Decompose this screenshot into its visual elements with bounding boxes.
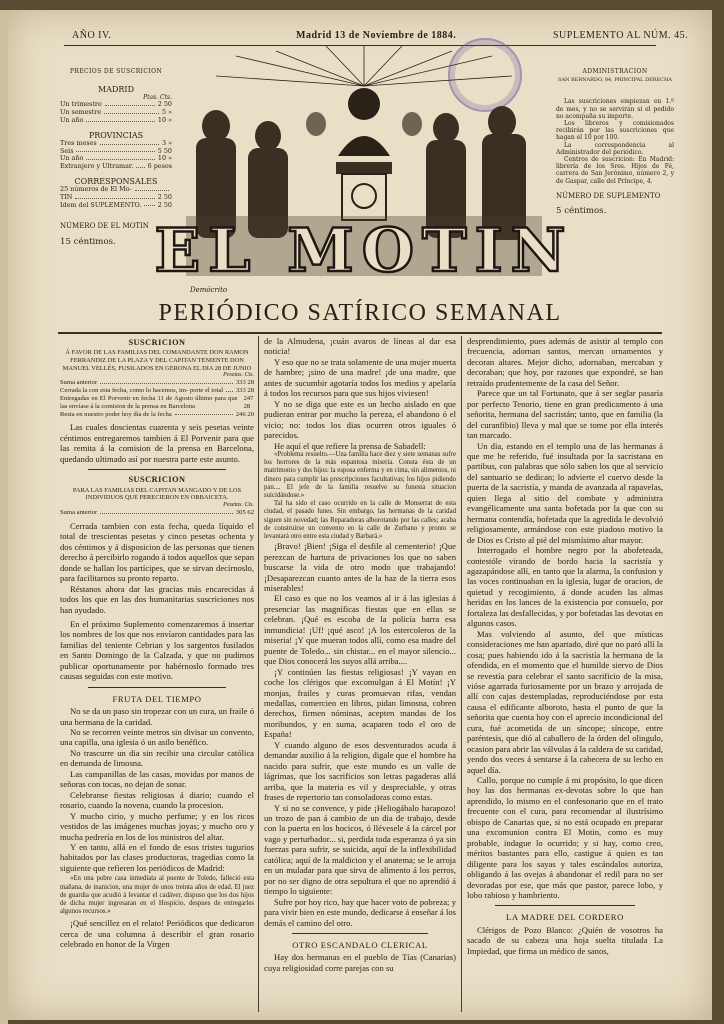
separator: [88, 687, 226, 688]
paragraph: En el próximo Suplemento comenzaremos á insertar los nombres de los que nos envíaron cantidades para las familias del teniente Cebrian y los sargentos fusilados en Santo Domingo de la Calzada, y que no pudimos publicar oportunamente por habérnoslo formado tres causas seguidas con este motivo.: [60, 618, 254, 682]
price-row-label: Extranjero y Ultramar.: [60, 162, 134, 171]
price-row-value: 2 50: [157, 192, 172, 201]
price-row-label: Resta en nuestro poder hoy día de la fecha: [60, 410, 172, 418]
price-row: [60, 186, 172, 194]
price-row-label: TIN: [60, 192, 73, 201]
price-row-label: Un año: [60, 116, 84, 124]
admin-box-right: [556, 68, 674, 216]
price-row: [60, 395, 254, 411]
price-row-value: 5 50: [157, 146, 172, 155]
price-row: [60, 411, 254, 419]
escandalo-heading: OTRO ESCANDALO CLERICAL: [292, 939, 428, 950]
price-row: [60, 379, 254, 387]
provincias-heading: PROVINCIAS: [88, 130, 144, 140]
price-row-value: 2 50: [157, 200, 172, 209]
paragraph: Sufre por hoy rico, hay que hacer voto de pobreza; y para vivir bien en este mundo, dedicarse á enseñar á los demás el camino del otro.: [264, 896, 456, 928]
price-cols: Ptas. Cts.: [143, 94, 172, 102]
price-row-label: Un semestre: [60, 108, 102, 117]
price-row-value: 5 »: [161, 108, 172, 117]
issue-price-right: 5 céntimos.: [556, 206, 607, 217]
paragraph: Y mucho cirio, y mucho perfume; y en los ricos vestidos de las imágenes muchas joyas; y mucho oro y mucha pedrería en los de los ministros del altar.: [60, 810, 254, 842]
quote: «En una pobre casa inmediata al puente de Toledo, falleció esta mañana, de inanicion, una mujer de unos treinta años de edad. El juez de guardia que acudió á levantar el cadáver, dispuso que los dos hijos de dicha mujer ingresaran en el Hospicio, despues de entregarles algunos recursos.»: [60, 875, 254, 916]
paragraph: Y si no se convence, y pide ¡Heliogábalo harapozo! un trozo de pan á cambio de un dia de trabajo, desde con la puerta en los hocicos, ó llévesele á la cárcel por vago y perturbador... si, perdida toda esperanza ó ya sin fuerzas para sufrir, se suicida, aquí de la inflexibilidad católica; aquí de la maldicion y el anatema; se le arroja en un muladar para que sirva de alimento á los perros, por no ser digno de otra sepultura el que no aprendió á tiempo lo siguiente:: [264, 802, 456, 897]
price-row-label: Entregadas en El Porvenir en fecha 11 de Agosto último para que las envíase á la comision de la prensa en Barcelona: [60, 395, 238, 410]
paragraph: ¡Qué sencillez en el relato! Periódicos que dedicaron cerca de una columna á describir el gran rosario celebrado en honor de la Virgen: [60, 918, 254, 950]
masthead-date: Madrid 13 de Noviembre de 1884.: [296, 30, 457, 41]
price-row-label: 25 números de El Mo-: [60, 184, 132, 193]
column-3: [467, 336, 663, 956]
admin-address: SAN BERNARDO, 84, PRINCIPAL DERECHA: [558, 77, 672, 84]
paragraph: Hay dos hermanas en el pueblo de Tías (Canarias) cuya religiosidad corre parejas con su: [264, 952, 456, 973]
paragraph: Y eso que no se trata solamente de una mujer muerta de hambre; ¡sino de una madre! ¡de una madre, que antes de sucumbir agotaría todos los medios y apelaría á todos los recursos para que sus hijos viviesen!: [264, 356, 456, 399]
suscricion-subtitle-2: PARA LAS FAMILIAS DEL CAPITAN MANGADO Y DE LOS INDIVIDUOS QUE PERECIERON EN ORBAICETA.: [72, 486, 242, 502]
title-rule: [58, 332, 662, 334]
paragraph: El caso es que no los veamos al ir á las iglesias á presenciar las magníficas fiestas que en ellas se celebran. ¡Qué es escoba de la policía barra esa inmundicia! ¡Uf! ¡qué asco! ¡A los estercoleros de la miseria! ¡Y que mueran todos allí, como esa madre del puente de Toledo... sin chistar... en el mayor silencio... que Dios conocerá los suyos allá arriba....: [264, 593, 456, 667]
price-row-value: 10 »: [157, 116, 172, 124]
price-row-value: 247 28: [243, 395, 254, 410]
subscription-cols-2: Pesetas. Cts.: [223, 501, 254, 508]
paragraph: No se da un paso sin tropezar con un cura, un fraile ó una hermana de la caridad.: [60, 706, 254, 727]
paragraph: Clérigos de Pozo Blanco: ¿Quién de vosotros ha sacado de su cabeza una hoja suelta titulada La Impiedad, que firma un médico de sanos,: [467, 924, 663, 956]
price-row: [60, 387, 254, 395]
separator: [88, 469, 226, 470]
separator: [292, 933, 428, 934]
price-heading: PRECIOS DE SUSCRICION: [69, 68, 163, 75]
price-row-value: 6 pesos: [147, 162, 172, 171]
logo-text: EL MOTIN: [154, 216, 574, 286]
paragraph: Un dia, estando en el templo una de las hermanas á que me he referido, fué insultada por la sacristana en partibus, con palabras que sólo saben los que al servicio del santuario se dedican; lo advierte el cuervo desde la puerta de la sacristía, y manda de avanzada al rapavelas, quien llega al sitio del combate y administra evangélicamente una santa bofetada por la que con su hermana contendía, bofetada que la agredida le devolvió religiosamente, armándose con este piadoso motivo la de Dios es Cristo al pié del mismísimo altar mayor.: [467, 440, 663, 545]
admin-note: La correspondencia al Administrador del periódico.: [556, 141, 674, 156]
separator: [495, 905, 635, 906]
price-row-label: Cerrada la con esta fecha, como lo hacemos, im- porte el total: [60, 387, 224, 395]
price-row-value: 305 62: [235, 509, 254, 517]
paragraph: No se recorren veinte metros sin divisar un convento, una capilla, una iglesia ó un asilo benéfico.: [60, 727, 254, 748]
madrid-heading: MADRID: [98, 85, 134, 95]
price-row: [60, 117, 172, 125]
price-row-value: 246 20: [235, 410, 254, 418]
masthead-year: AÑO IV.: [72, 30, 112, 41]
price-row-label: Un año: [60, 154, 84, 163]
paragraph: de la Almudena, ¡cuán avaros de líneas al dar esa noticia!: [264, 336, 456, 357]
price-row-value: 333 28: [235, 379, 254, 387]
suscricion-heading-1: SUSCRICION: [128, 338, 186, 347]
price-row-label: Suma anterior: [60, 379, 98, 387]
price-row: [60, 163, 172, 171]
suscricion-heading-2: SUSCRICION: [128, 475, 186, 485]
price-row: [60, 509, 254, 517]
fruta-heading: FRUTA DEL TIEMPO: [112, 693, 202, 704]
price-row-label: Tres meses: [60, 138, 97, 147]
paragraph: Parece que un tal Fortunato, que á ser seglar pasaría por perfecto Tenorio, tiene en gran predicamento á una señorita, hermana del sacristán; tanto, que en familia (la del curanfibio) lleva y mal que se tome por ella interés tan marcado.: [467, 388, 663, 441]
column-2: [264, 336, 456, 973]
paragraph: No trascurre un dia sin recibir una circular católica en demanda de limosna.: [60, 747, 254, 769]
masthead-issue: SUPLEMENTO AL NÚM. 45.: [553, 30, 689, 41]
corresponsales-heading: CORRESPONSALES: [74, 176, 158, 186]
issue-price-left: 15 céntimos.: [60, 236, 116, 247]
paragraph: Y en tanto, allá en el fondo de esos tristes tugurios habitados por las clases productoras, tragedias como la siguiente que refieren los periódicos de Madrid:: [60, 842, 254, 873]
paragraph: ¡Bravo! ¡Bien! ¡Siga el desfile al cementerio! ¡Que perezcan de hartura de privaciones los que no saben buscarse la vida de otro modo que trabajando! ¡Desaparezcan cuanto antes de la haz de la tierra esos miserables!: [264, 541, 456, 594]
masthead-rule: [64, 45, 656, 46]
price-row-label: Idem del SUPLEMENTO.: [60, 200, 142, 209]
price-row-value: 3 »: [161, 138, 172, 147]
paragraph: Réstanos ahora dar las gracias más encarecidas á todos los que en las dos humanitarias suscriciones nos han ayudado.: [60, 583, 254, 615]
page-edge: [0, 10, 8, 1024]
newspaper-page: [8, 10, 712, 1020]
price-row-value: 2 50: [157, 100, 172, 109]
paragraph: Cerrada tambien con esta fecha, queda líquido el total de trescientas pesetas y cinco pesetas ochenta y dos céntimos y á disposicion de las personas que tienen derecho á percibirlo rogando á todos aquellos que sepan donde se hallan los partícipes, que se sirvan decírnoslo, para facilitarnos su pronto reparto.: [60, 520, 254, 584]
admin-note: Los libreros y comisionados recibirán por las suscriciones que hagan el 10 por 100.: [556, 120, 674, 142]
paragraph: Y no se diga que este es un hecho aislado en que pudieran entrar por mucho la pereza, el abandono ó el vicio; no: todos los dias ocurren otros iguales ó parecidos.: [264, 398, 456, 441]
subscription-cols-1: Pesetas. Cts.: [223, 372, 254, 379]
page-title: PERIÓDICO SATÍRICO SEMANAL: [158, 300, 562, 326]
issue-label-right: NÚMERO DE SUPLEMENTO: [556, 191, 661, 200]
paragraph: He aquí el que refiere la prensa de Sabadell:: [274, 440, 426, 451]
price-row: [60, 140, 172, 148]
issue-label-left: NÚMERO DE EL MOTIN: [60, 222, 149, 231]
paragraph: Celebranse fiestas religiosas á diario; cuando el rosario, cuando la novena, cuando la procesion.: [60, 789, 254, 811]
paragraph: Callo, porque no cumple á mi propósito, lo que dicen hoy las dos hermanas ex-devotas sobre lo que han aprendido, lo mismo en el confesonario que en el trato frecuente con el cura, para recomendar al ilustrísimo obispo de Canarias que, si no está ocupado en preparar una excomunion contra El Motin, como es muy probable, indague lo ocurrido; y si hay, como creo, méritos bastantes para ello, castigue á quien es tan diligente para los sayas y tales escándalos autoriza, obligando á las ovejas á abandonar el redil para no ser devoradas por ese, que más que pastor, parece lobo, y lobo rabioso y hambriento.: [467, 775, 663, 901]
paragraph: Las cuales doscientas cuarenta y seis pesetas veinte céntimos entregaremos tambien á El Porvenir para que las remita á la comision de la prensa en Barcelona, quedando ultimado así por nuestra parte este asunto.: [60, 422, 254, 464]
price-row-label: Suma anterior: [60, 509, 98, 517]
price-row-label: Un trimestre: [60, 100, 102, 109]
column-divider-2: [461, 336, 462, 1012]
price-row-value: 10 »: [157, 154, 172, 163]
paragraph: Mas volviendo al asunto, del que místicas consideraciones me han apartado, diré que no paró allí la cosa; pues habiendo ido á la sacristía la hermana de la ofendida, en el momento que el humilde siervo de Dios se revestía para celebrar el santo sacrificio de la misa, vióse agarrada furiosamente por un brazo y arrojada de allí con cajas destempladas, reproduciéndose por esta causa el edificante alboroto, hasta el punto de que la señorita que cuenta hoy con el aprecio incondicional del cura, fué acometida de un síncope; síncope, entre paréntesis, que dió al caballero de la órden del olingulo, ocasion para abrir las válvulas á la caldera de su caridad, yendo dos veces á sentarse á la cabecera de su lecho en aquel día.: [467, 628, 663, 775]
paragraph: ¡Y continúen las fiestas religiosas! ¡Y vayan en coche los clérigos que excomulgan á El Motín! ¡Y monjas, frailes y curas promuevan rifas, vendan medallas, comercien en libros, pidan limosna, cobren derechos, firmen nóminas, acepten mandas de los moribundos, y en suma, acaparen todo el oro de España!: [264, 666, 456, 740]
paragraph: Las campanillas de las casas, movidas por manos de señoras con tocas, no dejan de sonar.: [60, 768, 254, 790]
madre-heading: LA MADRE DEL CORDERO: [506, 912, 624, 923]
admin-note: Las suscriciones empiezan en 1.º de mes, y no se servirán si el pedido no acompaña su importe.: [556, 98, 674, 120]
artist-signature: Demócrito: [190, 286, 228, 294]
column-1: [60, 336, 254, 950]
bust-pedestal-icon: [336, 88, 392, 220]
price-row-value: 333 28: [235, 387, 254, 395]
paragraph: desprendimiento, pues además de asistir al templo con frecuencia, adornan santos, mercan ornamentos y decoran altares. Mejor dicho, adornaban, mercaban y decoraban; que hoy, por razones que expondré, se han retraído prudentemente de la casa del Señor.: [467, 336, 663, 388]
quote: «Problema resuelto.—Una familia hace diez y siete semanas sufre los horrores de la más espantosa miseria. Consta ésta de un matrimonio y dos hijos: la esposa enferma y en cinta, sin alimentos, ni dinero para cumplir las prescripciones facultativas; los hijos pidiendo pan.... El jefe de la familia resuelve su funesta situacion suicidándose.»: [264, 450, 456, 499]
paragraph: Y cuando alguno de esos desventurados acuda á demandar auxilio á la religion, digale que el hombre ha nacido para sufrir, que este mundo es un valle de lágrimas, que los sacrificios son letras pagaderas allá arriba, que la materia es vil y despreciable, y otras frases de repertorio tan consoladoras como estas.: [264, 739, 456, 803]
column-divider-1: [258, 336, 259, 1012]
price-row: [60, 202, 172, 210]
price-row-label: Seis: [60, 146, 74, 155]
quote: Tal ha sido el caso ocurrido en la calle de Monserrat de esta ciudad, el pasado lunes. Sin embargo, las hermanas de la caridad siguen sin novedad; las Reparadoras alborotando por las calles; acaba de construirse un convento en la calle de Zurbano y pronto se levantará otro entre esta ciudad y Barbará.»: [264, 500, 456, 541]
admin-heading: ADMINISTRACION: [582, 68, 648, 75]
admin-note: Centros de suscricion: En Madrid: librería de los Sres. Hijos de Fé, carrera de San Jerónimo, número 2, y de Gaspar, calle del Príncipe, 4.: [556, 156, 674, 185]
suscricion-subtitle-1: Á FAVOR DE LAS FAMILIAS DEL COMANDANTE DON RAMON FERRANDIZ DE LA PLAZA Y DEL CAPITAN TENIENTE DON MANUEL VELLÉS, FUSILADOS EN GERONA EL DIA 28 DE JUNIO: [62, 349, 252, 372]
paragraph: Interrogado el hombre negro por la abofeteada, contestóle virando de bordo hacia la sacristía y agazapándose allí, en tanto que la alarma, la confusion y las voces continuaban en la iglesia, lugar de oracion, de quietud y recogimiento, á donde acuden las almas heridas en los lances de la existencia por consuelo, por fortaleza las desfallecidas, y por bofetadas las devotas en algunos casos.: [467, 545, 663, 629]
